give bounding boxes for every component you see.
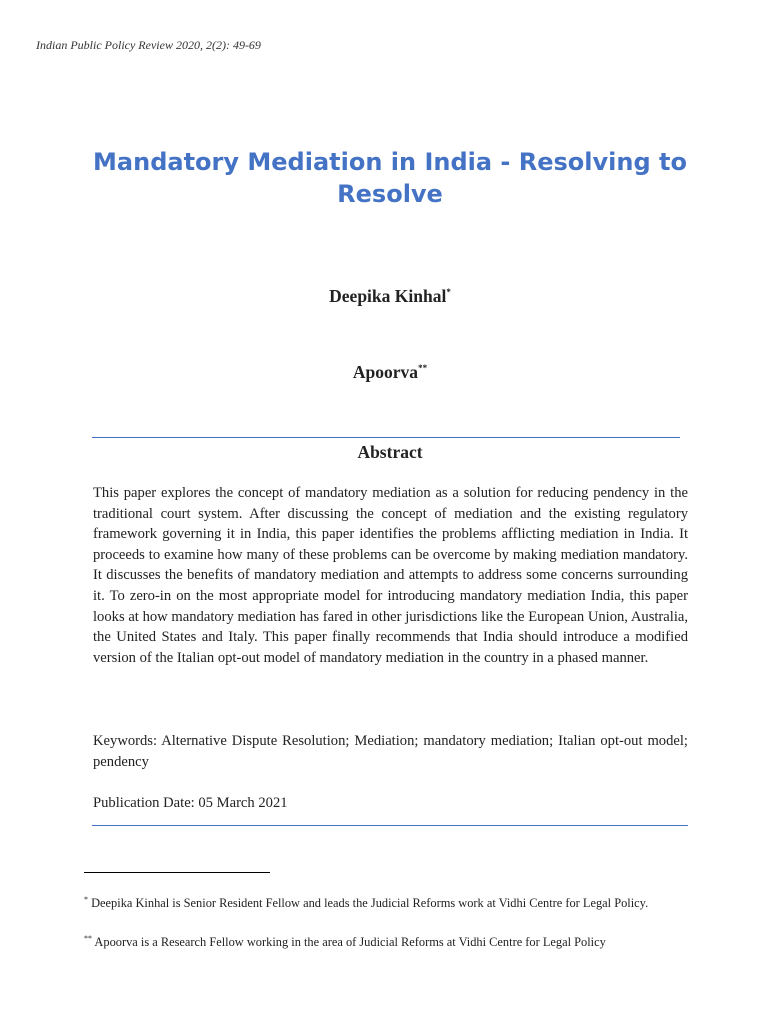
running-head: Indian Public Policy Review 2020, 2(2): 49-69 <box>36 38 261 52</box>
author-1 <box>0 286 768 307</box>
paper-title: Mandatory Mediation in India - Resolving to Resolve <box>93 148 687 208</box>
abstract-top-rule <box>92 437 680 438</box>
footnote-2-mark: ** <box>84 933 92 943</box>
footnote-1-mark: * <box>84 894 88 904</box>
footnote-2 <box>84 934 694 952</box>
abstract-body: This paper explores the concept of mandatory mediation as a solution for reducing pendency in the traditional court system. After discussing the concept of mediation and the existing regulatory framework governing it in India, this paper identifies the problems afflicting mediation in India. It proceeds to examine how many of these problems can be overcome by making mediation mandatory. It discusses the benefits of mandatory mediation and attempts to address some concerns surrounding it. To zero-in on the most appropriate model for introducing mandatory mediation India, this paper looks at how mandatory mediation has fared in other jurisdictions like the European Union, Australia, the United States and Italy. This paper finally recommends that India should introduce a modified version of the Italian opt-out model of mandatory mediation in the country in a phased manner. <box>93 485 688 666</box>
keywords: Keywords: Alternative Dispute Resolution; Mediation; mandatory mediation; Italian opt-out model; pendency <box>93 733 688 770</box>
publication-date: Publication Date: 05 March 2021 <box>93 795 288 811</box>
abstract-bottom-rule <box>92 825 688 826</box>
author-2-name: Apoorva <box>352 362 419 382</box>
footnote-2-text: Apoorva is a Research Fellow working in the area of Judicial Reforms at Vidhi Centre for Legal Policy <box>94 935 606 949</box>
author-1-footnote-mark: * <box>446 287 451 298</box>
author-2-footnote-mark: ** <box>418 363 428 374</box>
footnote-separator <box>84 872 270 873</box>
abstract-heading: Abstract <box>357 442 423 462</box>
footnote-1 <box>84 895 694 913</box>
author-1-name: Deepika Kinhal <box>329 286 447 306</box>
footnote-1-text: Deepika Kinhal is Senior Resident Fellow and leads the Judicial Reforms work at Vidhi Centre for Legal Policy. <box>91 896 649 910</box>
author-2 <box>0 362 768 383</box>
